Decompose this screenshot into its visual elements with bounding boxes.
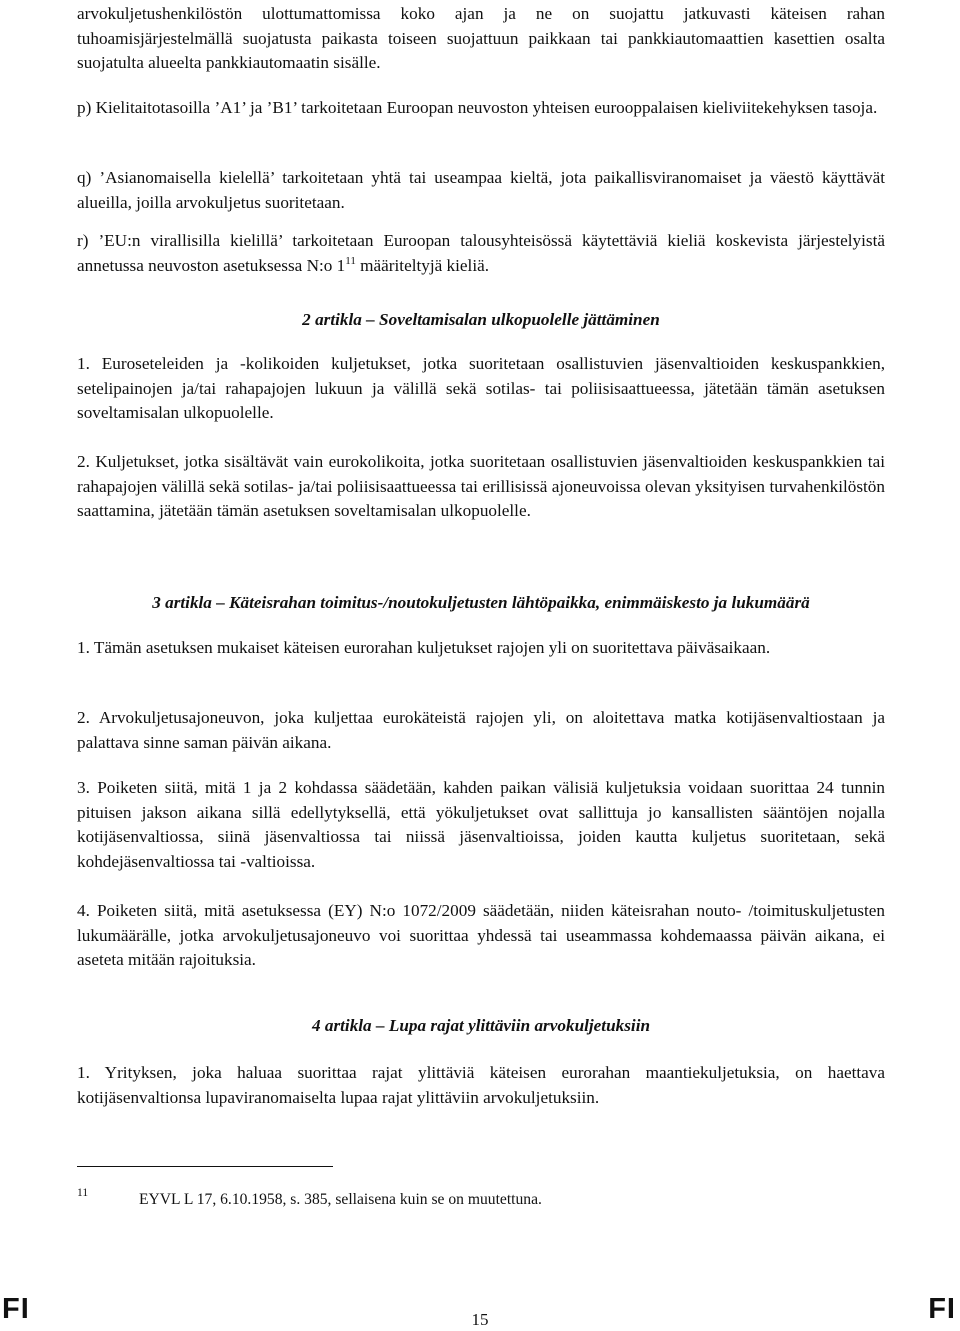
article-3-heading: 3 artikla – Käteisrahan toimitus-/noutokuljetusten lähtöpaikka, enimmäiskesto ja lukumäärä [152, 593, 810, 612]
article-4-heading: 4 artikla – Lupa rajat ylittäviin arvokuljetuksiin [311, 1016, 651, 1035]
article-4-paragraph-1: 1. Yrityksen, joka haluaa suorittaa rajat ylittäviä käteisen eurorahan maantiekuljetuksia, on haettava kotijäsenvaltionsa lupaviranomaiselta lupaa rajat ylittäviin arvokuljetuksiin. [77, 1063, 885, 1107]
definition-r-text-end: määriteltyjä kieliä. [355, 255, 490, 275]
definition-r-text: r) ’EU:n virallisilla kielillä’ tarkoitetaan Euroopan talousyhteisössä käytettäviä kieliä koskevista järjestelyistä annetussa neuvoston asetuksessa N:o 1 [77, 231, 885, 275]
paragraph-continuation: arvokuljetushenkilöstön ulottumattomissa koko ajan ja ne on suojattu jatkuvasti käteisen rahan tuhoamisjärjestelmällä suojatusta paikasta toiseen suojattuun paikkaan tai pankkiautomaattien kasettien osalta suojatulta alueelta pankkiautomaatin sisälle. [77, 4, 885, 73]
footnote-marker: 11 [77, 1187, 89, 1199]
page-number: 15 [471, 1310, 489, 1329]
article-3-paragraph-4: 4. Poiketen siitä, mitä asetuksessa (EY) N:o 1072/2009 säädetään, niiden käteisrahan nouto- /toimituskuljetusten lukumäärälle, jotka arvokuljetusajoneuvo voi suorittaa yhdessä tai useammassa kohdemaassa päivän aikana, ei aseteta mitään rajoituksia. [77, 901, 885, 970]
footnote-reference: 11 [345, 254, 356, 267]
footnote-text: EYVL L 17, 6.10.1958, s. 385, sellaisena kuin se on muutettuna. [139, 1191, 542, 1208]
definition-p: p) Kielitaitotasoilla ’A1’ ja ’B1’ tarkoitetaan Euroopan neuvoston yhteisen eurooppalaisen kieliviitekehyksen tasoja. [77, 98, 878, 117]
definition-q: q) ’Asianomaisella kielellä’ tarkoitetaan yhtä tai useampaa kieltä, jota paikallisviranomaiset ja väestö käyttävät alueilla, joilla arvokuljetus suoritetaan. [77, 168, 885, 212]
footer-language-left: FI [2, 1293, 30, 1325]
article-3-paragraph-3: 3. Poiketen siitä, mitä 1 ja 2 kohdassa säädetään, kahden paikan välisiä kuljetuksia voidaan suorittaa 24 tunnin pituisen jakson aikana sillä edellytyksellä, että yökuljetukset ovat sallittuja jo kansallisten sääntöjen nojalla kotijäsenvaltiossa, siinä jäsenvaltiossa tai niissä jäsenvaltioissa, joiden kautta kuljetus suoritetaan, sekä kohdejäsenvaltiossa tai -valtioissa. [77, 778, 885, 871]
article-3-paragraph-2: 2. Arvokuljetusajoneuvon, joka kuljettaa eurokäteistä rajojen yli, on aloitettava matka kotijäsenvaltiostaan ja palattava sinne saman päivän aikana. [77, 708, 885, 752]
article-2-paragraph-1: 1. Euroseteleiden ja -kolikoiden kuljetukset, jotka suoritetaan osallistuvien jäsenvaltioiden keskuspankkien, setelipainojen ja/tai rahapajojen lukuun ja välillä sekä sotilas- tai poliisisaattueessa, jätetään tämän asetuksen soveltamisalan ulkopuolelle. [77, 354, 885, 423]
footnote-separator [77, 1166, 333, 1167]
article-3-paragraph-1: 1. Tämän asetuksen mukaiset käteisen eurorahan kuljetukset rajojen yli on suoritettava päiväsaikaan. [77, 638, 771, 657]
footer-language-right: FI [928, 1293, 956, 1325]
article-2-paragraph-2: 2. Kuljetukset, jotka sisältävät vain eurokolikoita, jotka suoritetaan osallistuvien jäsenvaltioiden keskuspankkien tai rahapajojen välillä sekä sotilas- ja/tai poliisisaattueessa tai erillisissä ajoneuvoissa olevan yksityisen turvahenkilöstön saattamina, jätetään tämän asetuksen soveltamisalan ulkopuolelle. [77, 452, 885, 521]
article-2-heading: 2 artikla – Soveltamisalan ulkopuolelle jättäminen [302, 310, 660, 329]
definition-r [77, 229, 885, 278]
